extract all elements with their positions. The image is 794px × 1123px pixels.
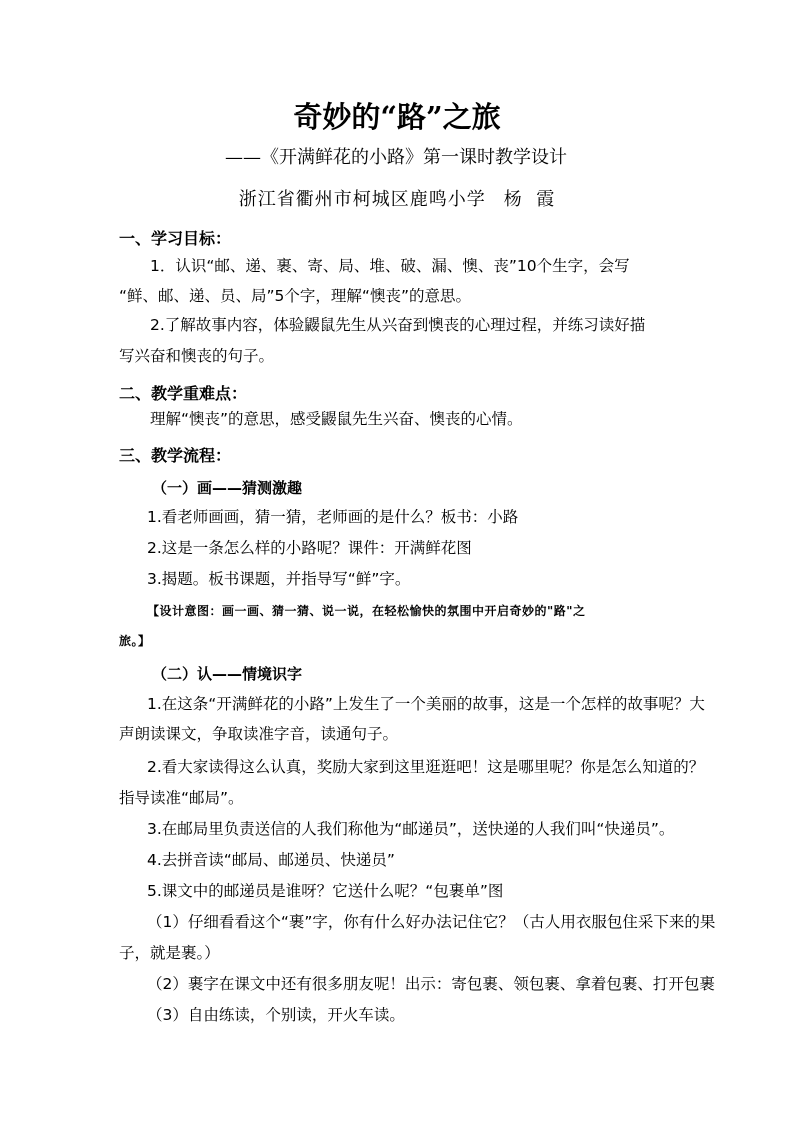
part2-heading: （二）认——情境识字: [152, 665, 303, 683]
goal-item-2-line-1: 2.了解故事内容，体验鼹鼠先生从兴奋到懊丧的心理过程，并练习读好描: [150, 316, 646, 334]
part2-step-2-line-1: 2.看大家读得这么认真，奖励大家到这里逛逛吧！这是哪里呢？你是怎么知道的？: [147, 758, 705, 776]
goal-item-2-line-2: 写兴奋和懊丧的句子。: [119, 347, 275, 365]
keypoints-text: 理解“懊丧”的意思，感受鼹鼠先生兴奋、懊丧的心情。: [150, 410, 523, 428]
design-note-line-1: 【设计意图：画一画、猜一猜、说一说，在轻松愉快的氛围中开启奇妙的"路"之: [147, 604, 586, 618]
page-subtitle: ——《开满鲜花的小路》第一课时教学设计: [225, 147, 567, 168]
part2-step-5: 5.课文中的邮递员是谁呀？它送什么呢？“包裹单”图: [147, 882, 504, 900]
goal-item-1-line-1: 1．认识“邮、递、裹、寄、局、堆、破、漏、懊、丧”10个生字，会写: [150, 257, 630, 275]
section-heading-goals: 一、学习目标：: [119, 229, 232, 248]
part2-step-1-line-2: 声朗读课文，争取读准字音，读通句子。: [119, 725, 399, 743]
part2-step-3: 3.在邮局里负责送信的人我们称他为“邮递员”，送快递的人我们叫“快递员”。: [147, 820, 675, 838]
part2-step-2-line-2: 指导读准“邮局”。: [119, 789, 244, 807]
section-heading-process: 三、教学流程：: [119, 446, 232, 465]
page-title: 奇妙的“路”之旅: [293, 100, 501, 134]
part2-step-4: 4.去拼音读“邮局、邮递员、快递员”: [147, 851, 395, 869]
part2-sub-1-line-1: （1）仔细看看这个“裹”字，你有什么好办法记住它？（古人用衣服包住采下来的果: [147, 913, 716, 931]
part2-sub-2: （2）裹字在课文中还有很多朋友呢！出示：寄包裹、领包裹、拿着包裹、打开包裹: [147, 975, 715, 993]
design-note-line-2: 旅。】: [119, 634, 151, 648]
part1-step-1: 1.看老师画画，猜一猜，老师画的是什么？板书：小路: [147, 508, 519, 526]
section-heading-keypoints: 二、教学重难点：: [119, 384, 248, 403]
part2-step-1-line-1: 1.在这条“开满鲜花的小路”上发生了一个美丽的故事，这是一个怎样的故事呢？大: [147, 695, 705, 713]
author-school: 浙江省衢州市柯城区鹿鸣小学: [238, 189, 486, 210]
author-name: 杨 霞: [503, 189, 556, 210]
part2-sub-1-line-2: 子，就是裹。）: [119, 944, 220, 962]
goal-item-1-line-2: “鲜、邮、递、员、局”5个字，理解“懊丧”的意思。: [119, 287, 471, 305]
author-line: [0, 189, 794, 211]
part1-step-2: 2.这是一条怎么样的小路呢？课件：开满鲜花图: [147, 539, 472, 557]
part2-sub-3: （3）自由练读，个别读，开火车读。: [147, 1006, 405, 1024]
part1-step-3: 3.揭题。板书课题，并指导写“鲜”字。: [147, 570, 411, 588]
part1-heading: （一）画——猜测激趣: [152, 479, 303, 497]
